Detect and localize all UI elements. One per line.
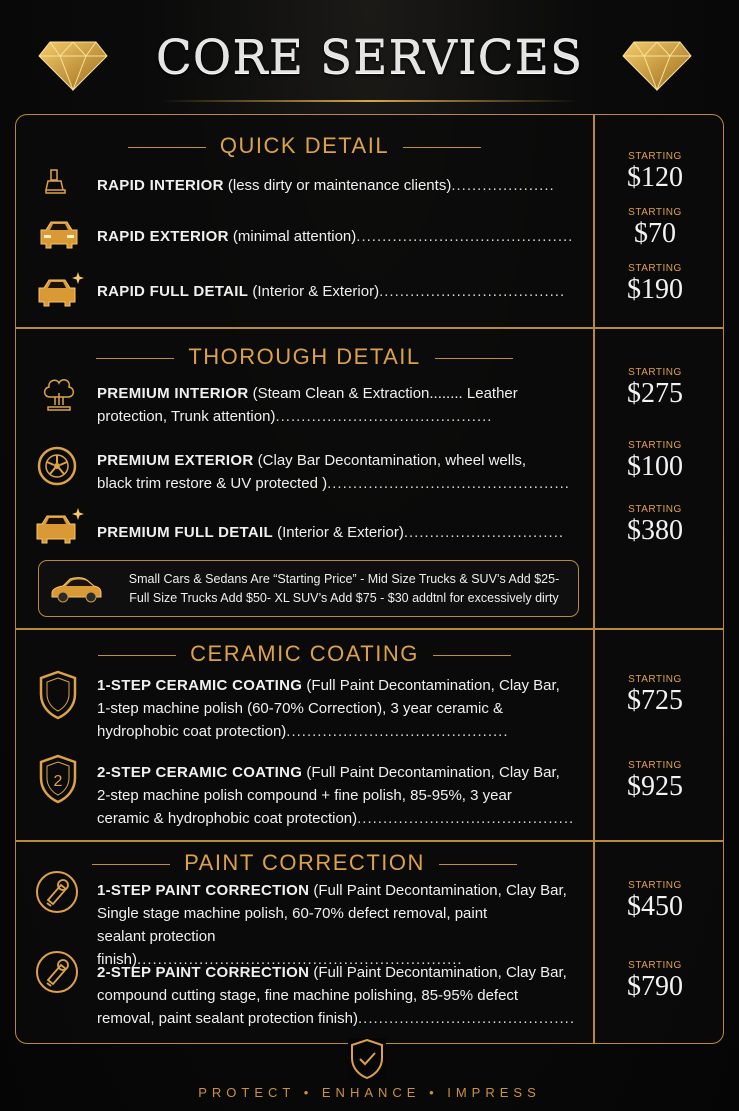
service-name: 2-STEP CERAMIC COATING xyxy=(97,764,303,781)
service-desc: (Full Paint Decontamination, Clay Bar, xyxy=(313,964,567,981)
price-premium-interior xyxy=(595,367,715,410)
price-value: $925 xyxy=(627,771,683,802)
car-seat-icon xyxy=(42,168,68,198)
dot-leader: .......................................... xyxy=(357,1010,576,1027)
service-premium-exterior xyxy=(97,449,577,495)
service-name: PREMIUM EXTERIOR xyxy=(97,452,254,469)
car-sparkle-icon xyxy=(36,270,86,308)
price-label: STARTING xyxy=(628,207,682,218)
section-title-quick-detail: QUICK DETAIL xyxy=(15,133,594,159)
page-title: CORE SERVICES xyxy=(155,30,584,85)
service-desc: black trim restore & UV protected ) xyxy=(97,475,328,492)
polisher-icon xyxy=(35,870,79,914)
service-desc: 2-step machine polish compound + fine polish, 85-95%, 3 year xyxy=(97,787,512,804)
section-divider xyxy=(15,327,724,329)
price-premium-exterior xyxy=(595,440,715,483)
service-desc: removal, paint sealant protection finish) xyxy=(97,1010,358,1027)
car-sparkle-icon xyxy=(34,506,86,546)
shield-check-icon xyxy=(348,1038,386,1080)
price-1-step-ceramic-coating xyxy=(595,674,715,717)
service-desc: (Full Paint Decontamination, Clay Bar, xyxy=(306,677,560,694)
diamond-icon xyxy=(622,40,692,92)
service-1-step-ceramic-coating xyxy=(97,674,577,743)
dot-leader: .......................................... xyxy=(356,228,574,245)
dot-leader: .......................................... xyxy=(357,810,575,827)
price-label: STARTING xyxy=(628,151,682,162)
service-desc: ceramic & hydrophobic coat protection) xyxy=(97,810,358,827)
service-desc: (Clay Bar Decontamination, wheel wells, xyxy=(257,452,527,469)
service-name: RAPID INTERIOR xyxy=(97,177,224,194)
shield-number: 2 xyxy=(53,773,63,790)
price-value: $100 xyxy=(627,451,683,482)
price-value: $380 xyxy=(627,515,683,546)
price-rapid-interior xyxy=(595,151,715,194)
price-value: $190 xyxy=(627,274,683,305)
wheel-icon xyxy=(37,446,77,486)
service-name: RAPID FULL DETAIL xyxy=(97,283,249,300)
header xyxy=(0,0,739,105)
service-desc: (minimal attention) xyxy=(232,228,357,245)
dot-leader: ............................................... xyxy=(327,475,570,492)
car-front-icon xyxy=(38,220,80,250)
dot-leader: ........................................... xyxy=(286,723,509,740)
footer-tagline: PROTECT • ENHANCE • IMPRESS xyxy=(198,1085,541,1100)
service-desc: 1-step machine polish (60-70% Correction), 3 year ceramic & xyxy=(97,700,504,717)
price-label: STARTING xyxy=(628,674,682,685)
price-label: STARTING xyxy=(628,504,682,515)
dot-leader: .................... xyxy=(451,177,555,194)
price-value: $70 xyxy=(634,218,676,249)
note-line: Small Cars & Sedans Are “Starting Price” - Mid Size Trucks & SUV’s Add $25- xyxy=(128,572,560,586)
price-value: $725 xyxy=(627,685,683,716)
service-1-step-paint-correction xyxy=(97,879,577,971)
price-rapid-full-detail xyxy=(595,263,715,306)
service-2-step-ceramic-coating xyxy=(97,761,577,830)
service-desc: sealant protection finish) xyxy=(97,928,216,968)
price-label: STARTING xyxy=(628,880,682,891)
section-divider xyxy=(15,840,724,842)
section-title-paint-correction: PAINT CORRECTION xyxy=(15,850,594,876)
polisher-icon xyxy=(35,950,79,994)
shield-icon xyxy=(38,670,78,720)
dot-leader: ............................... xyxy=(403,524,565,541)
price-value: $450 xyxy=(627,891,683,922)
price-label: STARTING xyxy=(628,960,682,971)
service-name: 1-STEP PAINT CORRECTION xyxy=(97,882,310,899)
service-desc: (Interior & Exterior) xyxy=(277,524,404,541)
note-line: Full Size Trucks Add $50- XL SUV’s Add $75 - $30 addtnl for excessively dirty xyxy=(129,591,559,605)
service-2-step-paint-correction xyxy=(97,961,577,1030)
dot-leader: .......................................... xyxy=(275,408,493,425)
service-name: PREMIUM FULL DETAIL xyxy=(97,524,273,541)
service-desc: compound cutting stage, fine machine polishing, 85-95% defect xyxy=(97,987,519,1004)
service-desc: (Interior & Exterior) xyxy=(252,283,380,300)
price-value: $790 xyxy=(627,971,683,1002)
service-rapid-exterior xyxy=(97,225,577,248)
header-divider xyxy=(160,100,580,102)
price-label: STARTING xyxy=(628,440,682,451)
service-desc: (Full Paint Decontamination, Clay Bar, xyxy=(313,882,567,899)
service-desc: (Steam Clean & Extraction........ Leather xyxy=(252,385,518,402)
note-text xyxy=(109,570,579,608)
section-title-ceramic-coating: CERAMIC COATING xyxy=(15,641,594,667)
price-2-step-paint-correction xyxy=(595,960,715,1003)
service-desc: hydrophobic coat protection) xyxy=(97,723,287,740)
service-name: PREMIUM INTERIOR xyxy=(97,385,249,402)
price-value: $275 xyxy=(627,378,683,409)
dot-leader: ............................................................... xyxy=(137,951,463,968)
price-label: STARTING xyxy=(628,263,682,274)
pricing-note xyxy=(38,560,579,617)
service-premium-interior xyxy=(97,382,577,428)
service-rapid-interior xyxy=(97,174,577,197)
service-desc: protection, Trunk attention) xyxy=(97,408,276,425)
service-desc: (Full Paint Decontamination, Clay Bar, xyxy=(306,764,560,781)
price-value: $120 xyxy=(627,162,683,193)
service-premium-full-detail xyxy=(97,521,577,544)
service-desc: Single stage machine polish, 60-70% defect removal, paint xyxy=(97,905,488,922)
price-premium-full-detail xyxy=(595,504,715,547)
sedan-icon xyxy=(49,573,103,605)
price-2-step-ceramic-coating xyxy=(595,760,715,803)
service-rapid-full-detail xyxy=(97,280,577,303)
service-name: 1-STEP CERAMIC COATING xyxy=(97,677,303,694)
price-rapid-exterior xyxy=(595,207,715,250)
service-name: RAPID EXTERIOR xyxy=(97,228,229,245)
price-label: STARTING xyxy=(628,367,682,378)
section-title-thorough-detail: THOROUGH DETAIL xyxy=(15,344,594,370)
price-label: STARTING xyxy=(628,760,682,771)
service-name: 2-STEP PAINT CORRECTION xyxy=(97,964,310,981)
section-divider xyxy=(15,628,724,630)
dot-leader: .................................... xyxy=(379,283,566,300)
shield-2-icon xyxy=(38,754,78,804)
steam-icon xyxy=(40,373,78,413)
service-desc: (less dirty or maintenance clients) xyxy=(227,177,452,194)
price-1-step-paint-correction xyxy=(595,880,715,923)
